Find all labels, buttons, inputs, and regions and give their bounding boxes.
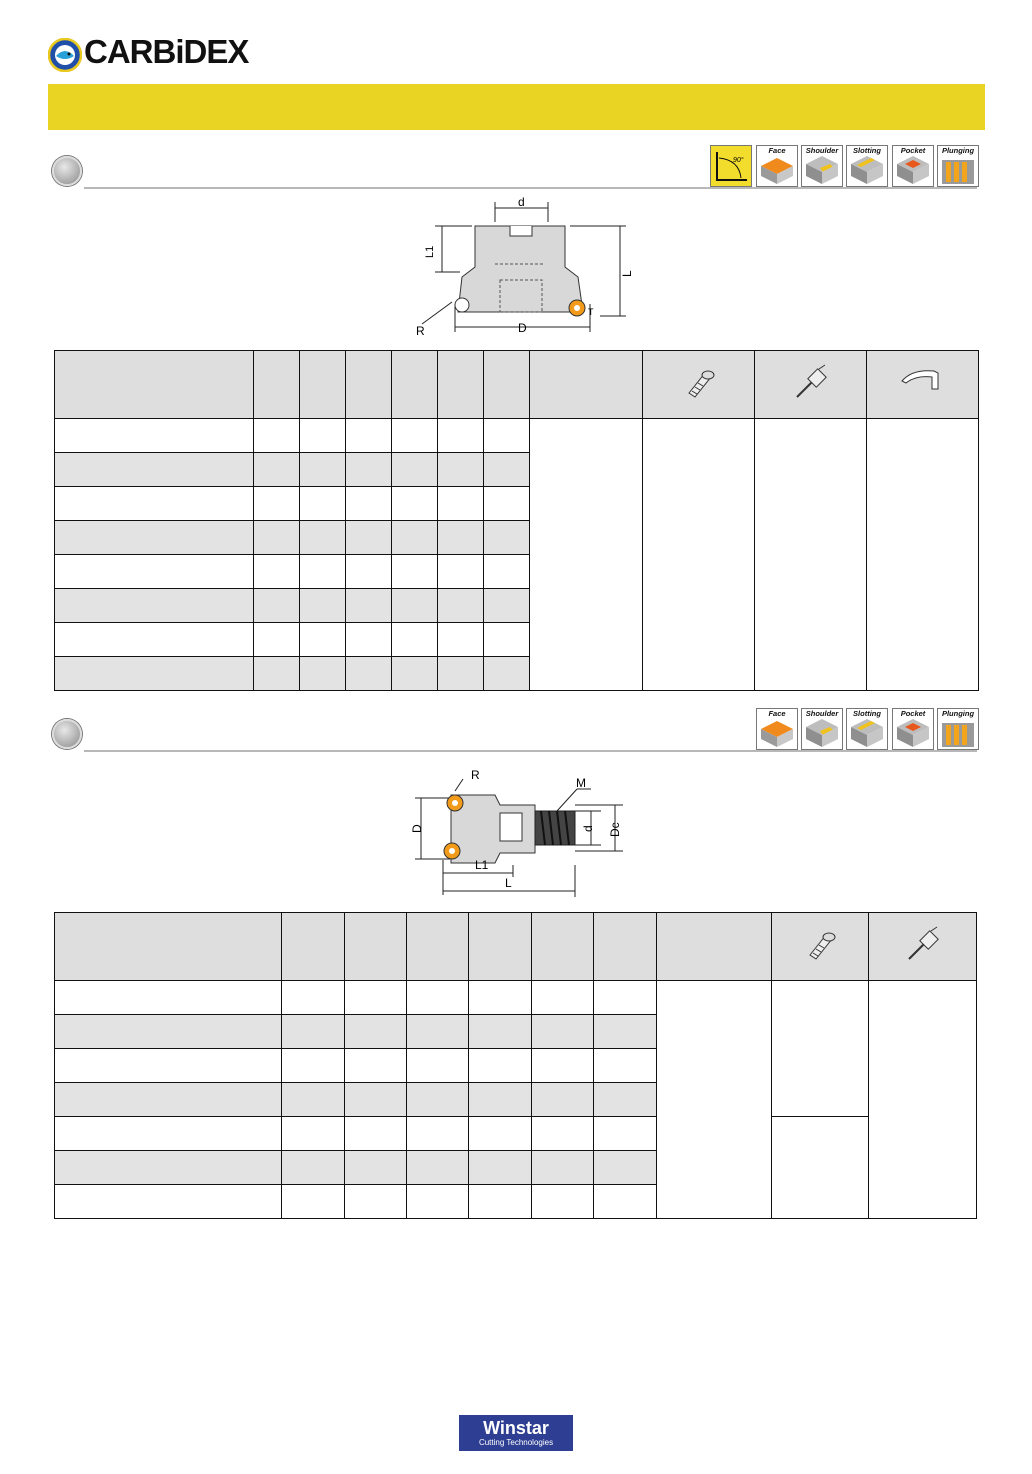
carbidex-logo-icon — [48, 38, 82, 72]
slotting-label: Slotting — [853, 709, 881, 718]
dim-d-label: d — [581, 825, 595, 832]
pocket-op-icon — [892, 145, 934, 187]
header-cell — [254, 351, 300, 419]
angle-90-icon — [710, 145, 752, 187]
shoulder-op-icon — [801, 708, 843, 750]
shoulder-label: Shoulder — [805, 709, 839, 718]
header-cell — [484, 351, 530, 419]
dim-r-label: R — [471, 768, 480, 782]
header-cell — [392, 351, 438, 419]
face-mill-drawing — [400, 192, 640, 342]
dim-dia-label: D — [410, 824, 424, 833]
header-cell — [300, 351, 346, 419]
header-cell — [469, 913, 532, 981]
merged-cell — [755, 419, 867, 691]
footer-tagline: Cutting Technologies — [478, 1438, 554, 1447]
pocket-label: Pocket — [900, 146, 926, 155]
face-op-icon — [756, 145, 798, 187]
wrench-header — [867, 351, 979, 419]
face-mill-spec-table — [54, 350, 979, 691]
screw-header — [643, 351, 755, 419]
plunging-label: Plunging — [941, 146, 975, 155]
plunging-op-icon — [937, 708, 979, 750]
plunging-label: Plunging — [941, 709, 975, 718]
header-cell — [530, 351, 643, 419]
merged-cell — [530, 419, 643, 691]
screwdriver-icon — [791, 363, 831, 403]
brand-name: CARBiDEX — [84, 33, 249, 70]
section2-divider — [84, 750, 977, 752]
header-cell — [55, 351, 254, 419]
dim-l-label: L — [620, 270, 634, 277]
merged-cell — [869, 981, 977, 1219]
dim-dia-label: D — [518, 321, 527, 335]
footer-brand: Winstar — [483, 1418, 549, 1438]
header-cell — [346, 351, 392, 419]
header-cell — [282, 913, 345, 981]
driver-header — [869, 913, 977, 981]
face-op-icon — [756, 708, 798, 750]
angle-label: 90° — [733, 157, 744, 164]
merged-cell — [657, 981, 772, 1219]
merged-cell — [867, 419, 979, 691]
winstar-logo — [459, 1415, 573, 1451]
section1-divider — [84, 187, 977, 189]
header-cell — [657, 913, 772, 981]
end-mill-drawing — [405, 765, 630, 903]
pocket-op-icon — [892, 708, 934, 750]
dim-l-label: L — [505, 876, 512, 890]
shoulder-op-icon — [801, 145, 843, 187]
dim-dc-label: Dc — [608, 822, 622, 837]
slotting-op-icon — [846, 708, 888, 750]
slotting-label: Slotting — [853, 146, 881, 155]
merged-cell — [772, 1117, 869, 1219]
screwdriver-icon — [903, 925, 943, 965]
face-label: Face — [768, 709, 786, 718]
dim-l1-label: L1 — [475, 858, 489, 872]
end-mill-spec-table — [54, 912, 977, 1219]
merged-cell — [643, 419, 755, 691]
wrench-icon — [898, 363, 948, 403]
face-label: Face — [768, 146, 786, 155]
header-cell — [345, 913, 407, 981]
table-cell — [55, 419, 254, 453]
title-banner — [48, 84, 985, 130]
header-cell — [438, 351, 484, 419]
header-cell — [55, 913, 282, 981]
dim-t-label: T — [588, 307, 594, 317]
screw-icon — [800, 925, 840, 965]
plunging-op-icon — [937, 145, 979, 187]
pocket-label: Pocket — [900, 709, 926, 718]
screw-icon — [679, 363, 719, 403]
merged-cell — [772, 981, 869, 1117]
dim-d-label: d — [518, 195, 525, 209]
face-mill-icon — [52, 156, 82, 186]
header-cell — [594, 913, 657, 981]
header-cell — [407, 913, 469, 981]
end-mill-icon — [52, 719, 82, 749]
screw-header — [772, 913, 869, 981]
slotting-op-icon — [846, 145, 888, 187]
driver-header — [755, 351, 867, 419]
dim-l1-label: L1 — [424, 245, 436, 258]
shoulder-label: Shoulder — [805, 146, 839, 155]
header-cell — [532, 913, 594, 981]
dim-m-label: M — [576, 776, 586, 790]
dim-r-label: R — [416, 324, 425, 338]
